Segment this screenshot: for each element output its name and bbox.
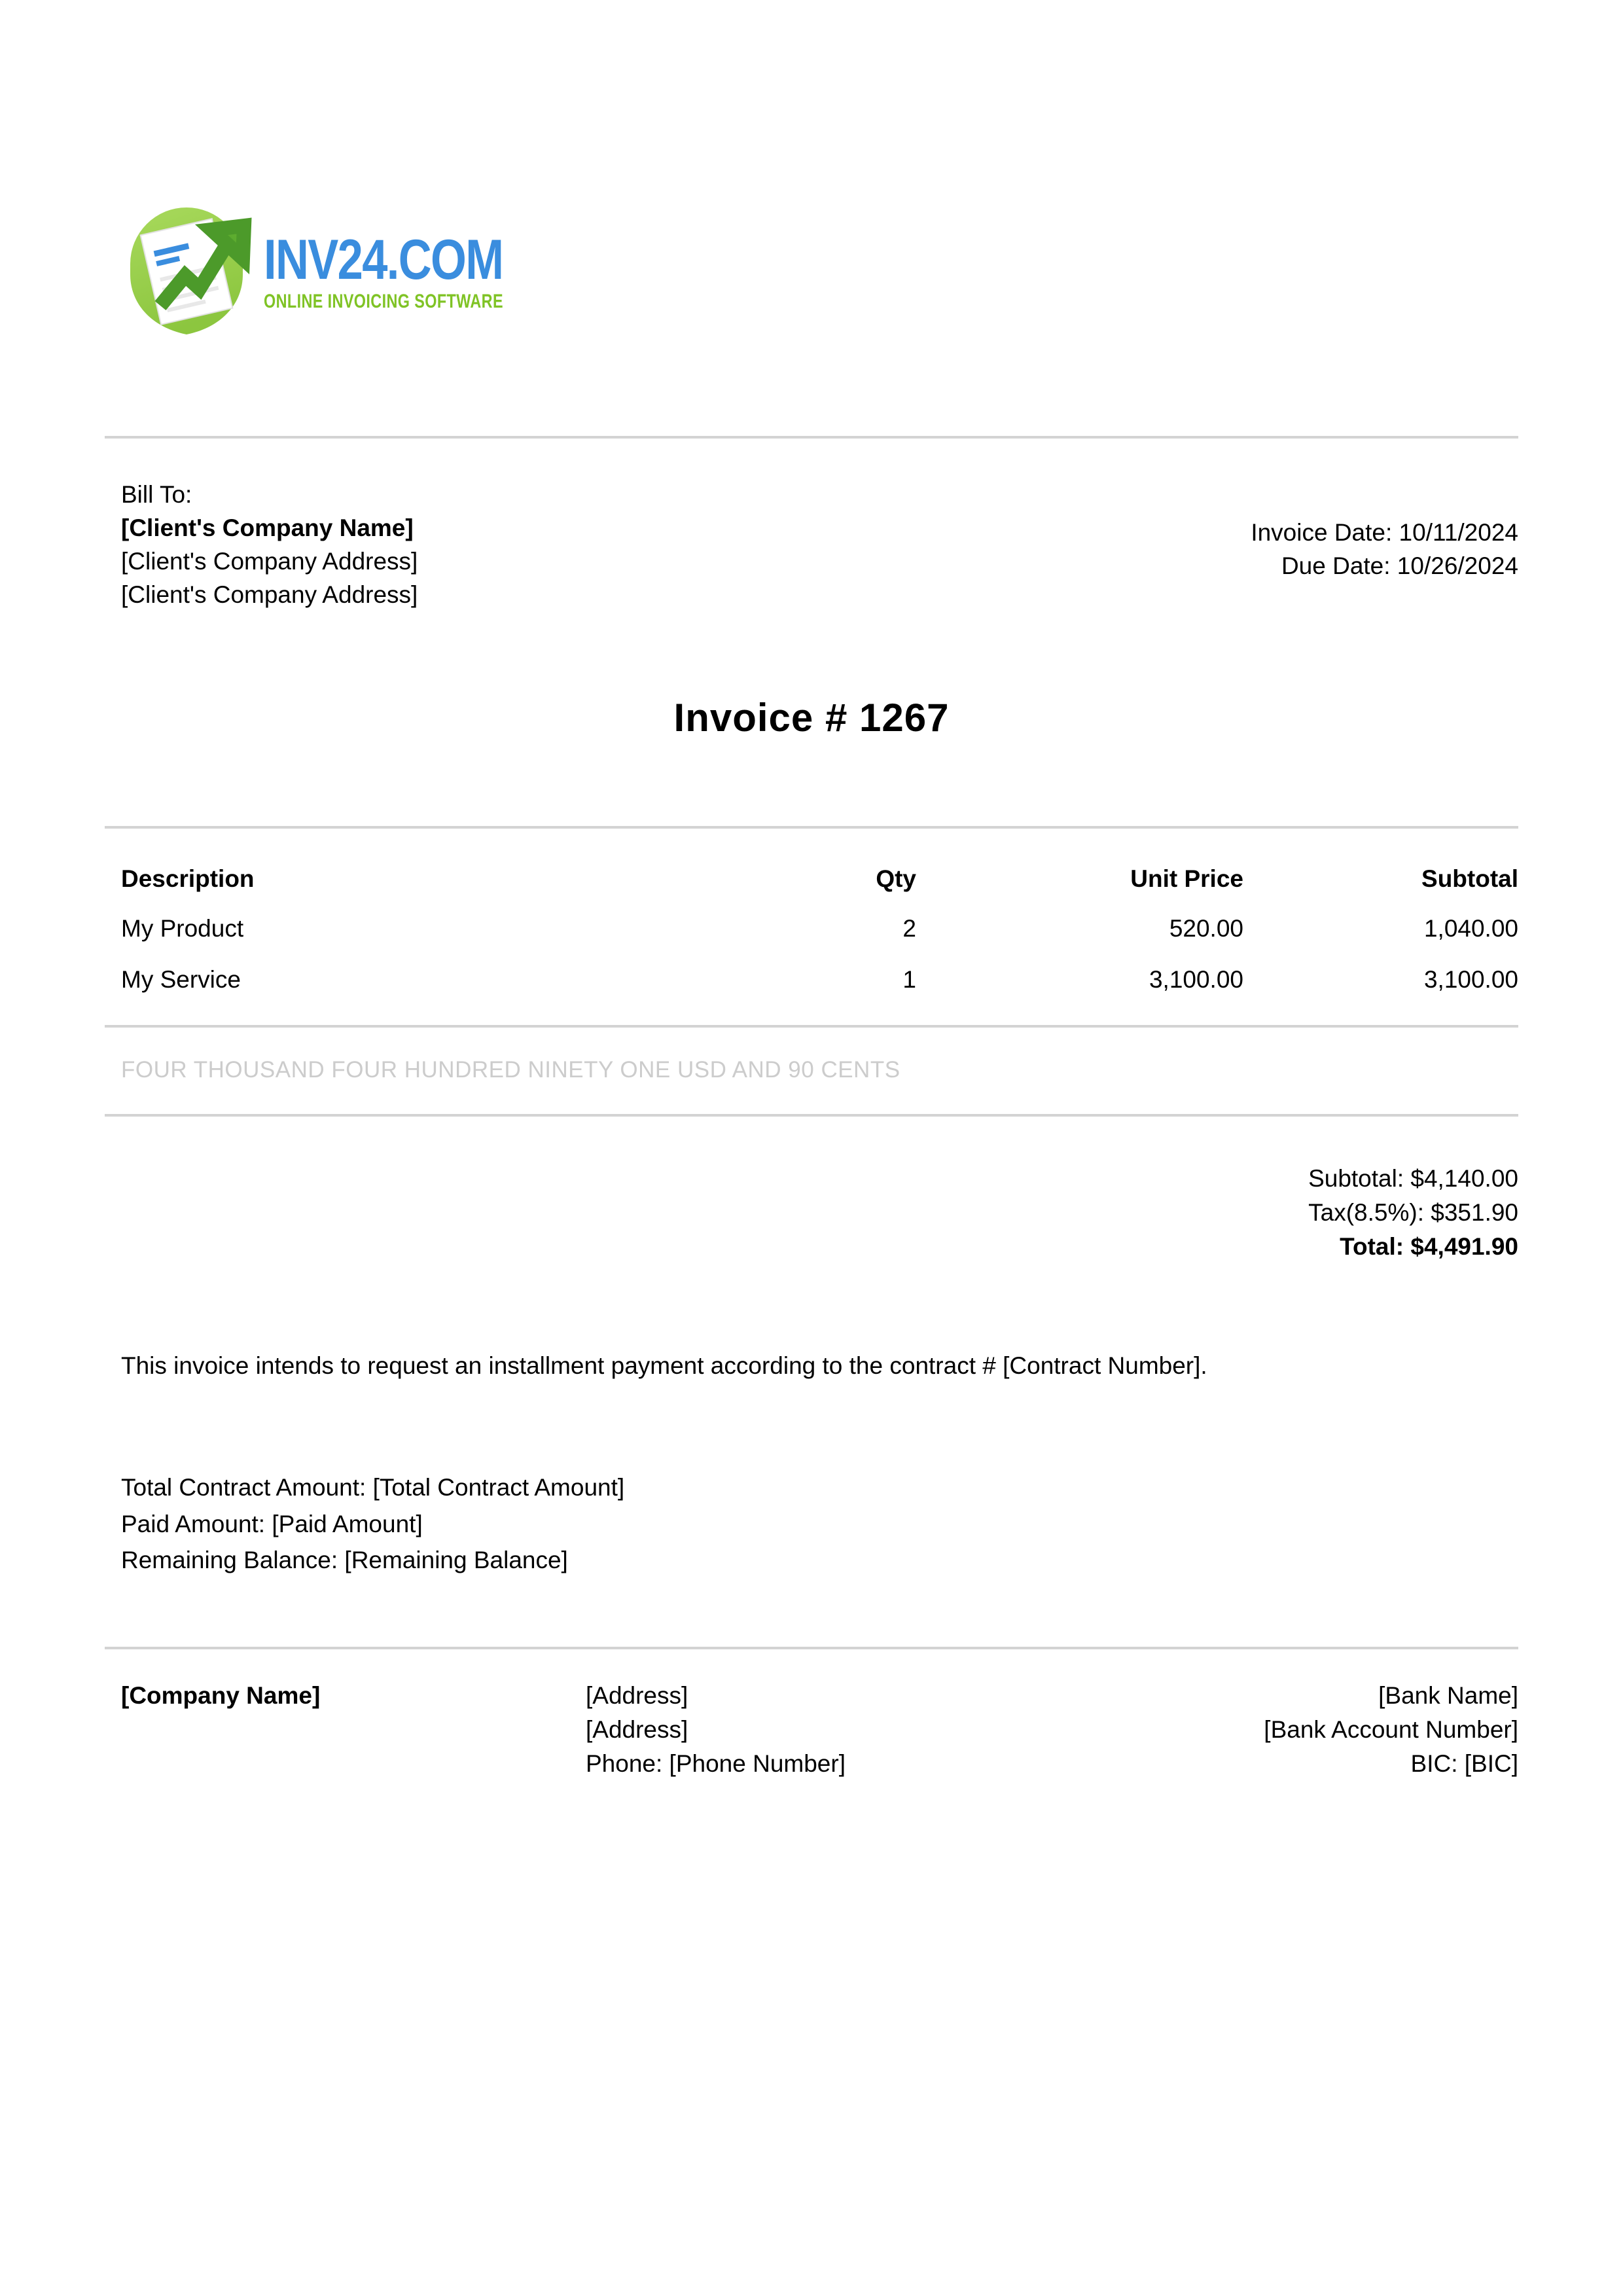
header-description: Description xyxy=(121,865,255,892)
total-contract-amount: Total Contract Amount: [Total Contract Amount] xyxy=(121,1474,625,1501)
totals-tax: Tax(8.5%): $351.90 xyxy=(1308,1198,1518,1226)
invoice-note-paragraph: This invoice intends to request an installment payment according to the contract # [Contract Number]. xyxy=(121,1352,1207,1379)
cell-unit-price: 520.00 xyxy=(1169,915,1243,942)
footer-company-name: [Company Name] xyxy=(121,1682,321,1709)
due-date: Due Date: 10/26/2024 xyxy=(1281,552,1518,580)
cell-qty: 1 xyxy=(902,966,916,993)
invoice-dates-block xyxy=(1251,516,1518,583)
cell-description: My Service xyxy=(121,966,241,993)
invoice-title: Invoice # 1267 xyxy=(673,696,950,740)
divider-header xyxy=(105,436,1518,439)
header-unit-price: Unit Price xyxy=(1130,865,1243,892)
footer-address-column xyxy=(586,1679,1050,1780)
cell-qty: 2 xyxy=(902,915,916,942)
invoice-date: Invoice Date: 10/11/2024 xyxy=(1251,519,1518,546)
totals-block xyxy=(1308,1162,1518,1263)
table-row xyxy=(121,915,1518,966)
client-address-line-1: [Client's Company Address] xyxy=(121,548,418,575)
table-header-row xyxy=(121,865,1518,915)
logo-name: INV24.COM xyxy=(264,228,503,291)
cell-subtotal: 1,040.00 xyxy=(1423,915,1518,942)
amount-in-words: FOUR THOUSAND FOUR HUNDRED NINETY ONE USD AND 90 CENTS xyxy=(121,1057,901,1083)
company-logo xyxy=(121,206,571,337)
cell-description: My Product xyxy=(121,915,244,942)
divider-footer xyxy=(105,1647,1518,1649)
cell-subtotal: 3,100.00 xyxy=(1423,966,1518,993)
header-subtotal: Subtotal xyxy=(1421,865,1518,892)
logo-tagline: ONLINE INVOICING SOFTWARE xyxy=(264,291,503,312)
client-address-line-2: [Client's Company Address] xyxy=(121,581,418,609)
invoice-footer xyxy=(121,1679,1518,1780)
logo-wordmark xyxy=(264,228,571,312)
footer-company-column xyxy=(121,1679,586,1780)
footer-bic: BIC: [BIC] xyxy=(1410,1749,1518,1777)
footer-bank-name: [Bank Name] xyxy=(1378,1682,1518,1709)
bill-to-label: Bill To: xyxy=(121,481,192,508)
divider-amount-words xyxy=(105,1114,1518,1117)
paid-amount: Paid Amount: [Paid Amount] xyxy=(121,1510,423,1537)
header-qty: Qty xyxy=(876,865,916,892)
divider-table-bottom xyxy=(105,1025,1518,1028)
divider-table-top xyxy=(105,826,1518,829)
table-row xyxy=(121,966,1518,1017)
client-company-name: [Client's Company Name] xyxy=(121,514,414,542)
inv24-logo-icon xyxy=(121,206,252,337)
footer-bank-account-number: [Bank Account Number] xyxy=(1264,1715,1518,1743)
totals-subtotal: Subtotal: $4,140.00 xyxy=(1308,1165,1518,1192)
line-items-table xyxy=(121,865,1518,1017)
remaining-balance: Remaining Balance: [Remaining Balance] xyxy=(121,1547,568,1573)
footer-phone: Phone: [Phone Number] xyxy=(586,1749,846,1777)
footer-address-line-1: [Address] xyxy=(586,1682,688,1709)
footer-address-line-2: [Address] xyxy=(586,1715,688,1743)
bill-to-block xyxy=(121,478,418,611)
totals-total: Total: $4,491.90 xyxy=(1340,1232,1518,1260)
footer-bank-column xyxy=(1050,1679,1518,1780)
cell-unit-price: 3,100.00 xyxy=(1149,966,1243,993)
contract-details-block xyxy=(121,1469,624,1579)
